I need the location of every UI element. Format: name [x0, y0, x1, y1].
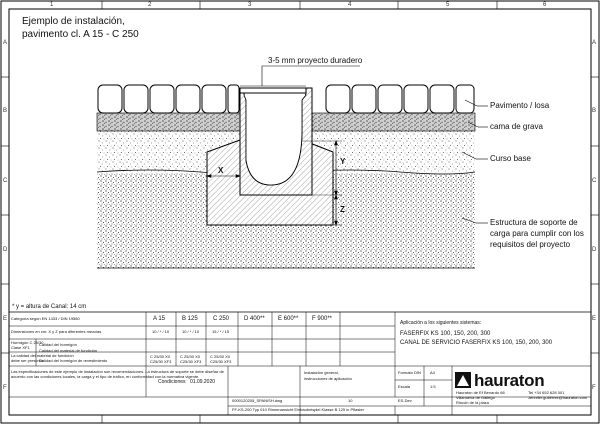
drawing-title-line1: Ejemplo de instalación, [22, 16, 125, 27]
casting-note-line1: La calidad del material de fundición [11, 353, 74, 358]
callout-support-structure-1: Estructura de soporte de [490, 218, 578, 227]
dim-y-label: Y [340, 157, 346, 166]
class-d400: D 400** [244, 316, 265, 322]
concrete-class-line2: Clase XF1 [11, 345, 30, 350]
address-line3: Rincón de la plaza [456, 400, 489, 405]
row-label-a-right: A [592, 40, 597, 46]
drawing-code: 0000120205_SPANISH.dwg [232, 398, 283, 403]
row-dimensions-b125: 10 / * / 10 [182, 329, 200, 334]
page-number: 10 [348, 398, 353, 403]
format-value: A4 [430, 370, 435, 375]
row-label-d: D [3, 247, 8, 253]
class-e600: E 600** [278, 316, 299, 322]
col-label-3: 3 [248, 2, 252, 8]
row-casting-a15: C 25/30 X0 [150, 354, 171, 359]
callout-support-structure-2: carga para cumplir con los [490, 229, 584, 238]
contact-email: Jennifer.gutiérrez@hauraton.com [528, 395, 588, 400]
casting-note-line2: debe ser prescrita [11, 358, 44, 363]
callout-support-structure-3: requisitos del proyecto [490, 240, 571, 249]
install-text-line2: instrucciones de aplicación [304, 376, 352, 381]
scale-value: 1:5 [430, 384, 436, 389]
conditions-date: 01.09.2020 [190, 379, 216, 385]
hauraton-brand: hauraton [474, 371, 545, 390]
row-label-b-right: B [592, 108, 597, 114]
row-label-b: B [3, 108, 8, 114]
applies-system-2: CANAL DE SERVICIO FASERFIX KS 100, 150, 200, 300 [400, 340, 553, 346]
drawing-footer: FF-KS-200 Typ 010 Rinnenansicht Einbaubeispiel Klasse B 125 in Pflaster [232, 407, 365, 412]
col-label-5: 5 [446, 2, 450, 8]
address-line1: Hauraton de Ef Benardo 66 [456, 390, 505, 395]
address-line2: Villanueva de Gállego [456, 395, 495, 400]
row-dimensions-label: Dimensiones en cm: X y Z para diferentes mezclas [11, 329, 102, 334]
conditions-label: Condiciones [158, 379, 186, 385]
row-coating-c250: C25/30 XF3 [210, 359, 232, 364]
col-label-4: 4 [348, 2, 352, 8]
row-casting-b125: C 25/30 X0 [180, 354, 201, 359]
row-label-f-right: F [592, 385, 596, 391]
row-coating-quality-label: Calidad del hormigón de revestimiento [39, 358, 108, 363]
col-label-6: 6 [543, 2, 547, 8]
row-dimensions-c250: 15 / * / 15 [212, 329, 230, 334]
class-c250: C 250 [213, 316, 230, 322]
callout-base-course: Curso base [490, 154, 531, 163]
row-label-f: F [3, 385, 7, 391]
format-label: Formato DIN [398, 370, 421, 375]
callout-gravel-bed: cama de grava [490, 122, 543, 131]
row-coating-a15: C25/30 XF3 [150, 359, 172, 364]
callout-paving: Pavimento / losa [490, 101, 550, 110]
drawing-title-line2: pavimento cl. A 15 - C 250 [22, 29, 139, 40]
applies-label: Aplicación a los siguientes sistemas: [400, 320, 482, 326]
concrete-class-line1: Hormigón C 25/30 [11, 340, 44, 345]
height-note: * y = altura de Canal: 14 cm [12, 304, 87, 310]
row-dimensions-a15: 10 / * / 10 [152, 329, 170, 334]
hauraton-logo-mark [455, 372, 471, 388]
col-label-2: 2 [148, 2, 152, 8]
row-label-e: E [3, 316, 8, 322]
disclaimer-text: Las especificaciones de este ejemplo de instalación son recomendaciones. La estructura de soporte se debe diseñar de acuerdo con las condiciones locales, la carga y el tipo de tráfico, en conformidad con la normativa vigente. [11, 369, 224, 379]
dim-z-label: Z [340, 205, 345, 214]
row-label-d-right: D [592, 247, 597, 253]
row-label-a: A [3, 40, 8, 46]
row-casting-c250: C 25/30 X0 [210, 354, 231, 359]
row-label-c-right: C [592, 178, 597, 184]
class-b125: B 125 [182, 316, 198, 322]
table-header-label: Categoría según EN 1433 / DIN 19580 [11, 316, 80, 321]
title-block-grid [9, 312, 591, 415]
grating [240, 88, 306, 93]
contact-phone: Tel +34 652 628 001 [528, 390, 565, 395]
row-casting-quality-label: Calidad del material de fundición [39, 348, 98, 353]
language-code: ES-Dev [398, 398, 412, 403]
scale-label: Escala [398, 384, 411, 389]
row-coating-b125: C25/30 XF3 [180, 359, 202, 364]
class-f900: F 900** [312, 316, 333, 322]
class-a15: A 15 [153, 316, 166, 322]
install-text-line1: Instalación general, [304, 370, 339, 375]
applies-system-1: FASERFIX KS 100, 150, 200, 300 [400, 331, 491, 337]
dim-x-label: X [218, 166, 224, 175]
col-label-1: 1 [50, 2, 54, 8]
row-label-c: C [3, 178, 8, 184]
row-label-e-right: E [592, 316, 597, 322]
callout-durable-gap: 3-5 mm proyecto duradero [268, 56, 363, 65]
row-concrete-quality-label: Calidad del hormigón [39, 342, 77, 347]
